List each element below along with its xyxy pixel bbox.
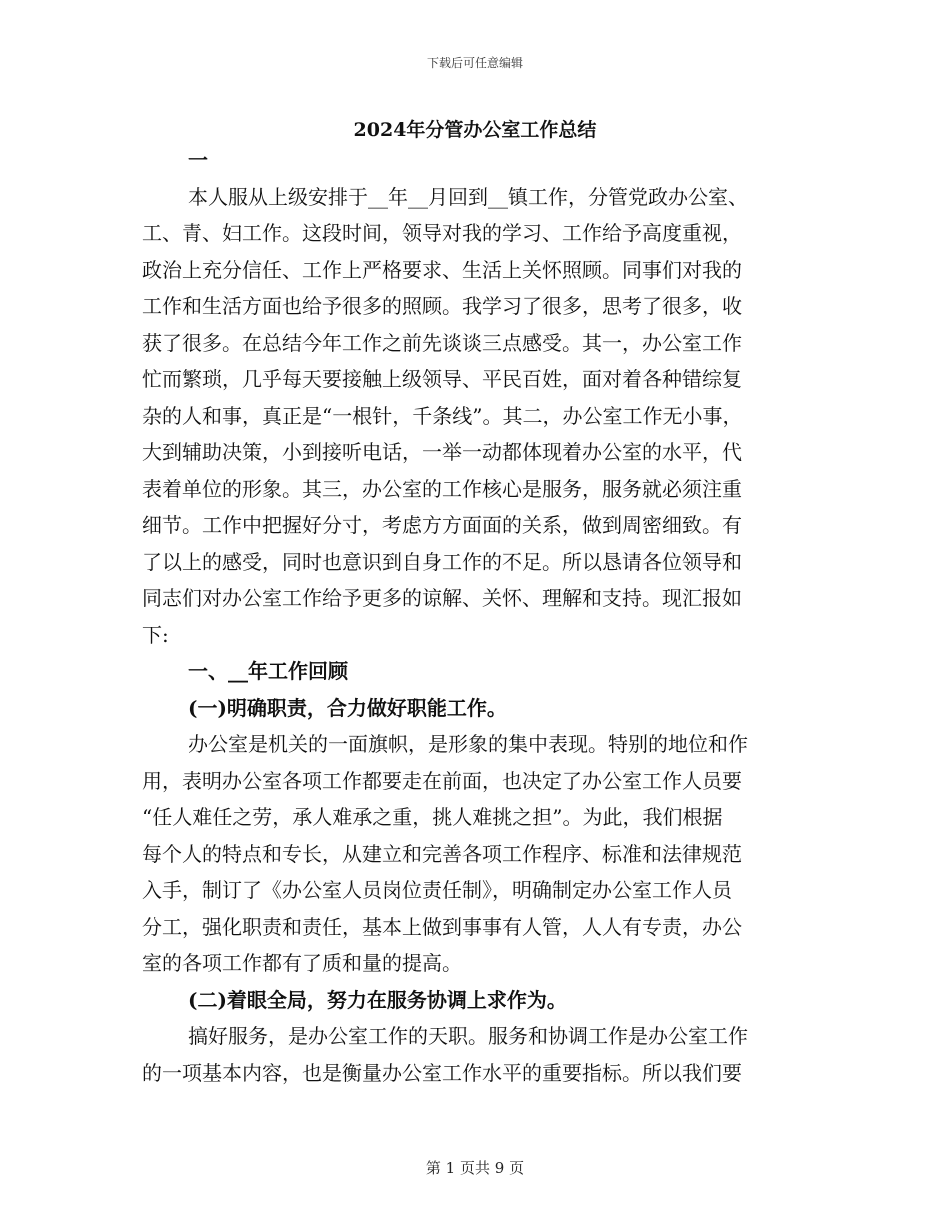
- paragraph-line: 工作和生活方面也给予很多的照顾。我学习了很多，思考了很多，收: [142, 294, 742, 318]
- section-heading-line: 一: [188, 148, 208, 172]
- paragraph-line: 同志们对办公室工作给予更多的谅解、关怀、理解和支持。现汇报如: [142, 586, 742, 610]
- paragraph-line: 用，表明办公室各项工作都要走在前面，也决定了办公室工作人员要: [142, 768, 742, 793]
- section-heading-line: (一)明确职责，合力做好职能工作。: [188, 695, 507, 720]
- paragraph-line: 下:: [142, 622, 169, 647]
- paragraph-line: 获了很多。在总结今年工作之前先谈谈三点感受。其一，办公室工作: [142, 330, 742, 355]
- paragraph-line: 搞好服务，是办公室工作的天职。服务和协调工作是办公室工作: [188, 1024, 748, 1048]
- page-footer: 第 1 页共 9 页: [425, 1159, 525, 1177]
- paragraph-line: 工、青、妇工作。这段时间，领导对我的学习、工作给予高度重视，: [142, 221, 742, 245]
- paragraph-line: 室的各项工作都有了质和量的提高。: [142, 951, 462, 975]
- document-title: 2024年分管办公室工作总结: [353, 119, 597, 141]
- paragraph-line: 分工，强化职责和责任，基本上做到事事有人管，人人有专责，办公: [142, 914, 742, 939]
- section-heading-line: (二)着眼全局，努力在服务协调上求作为。: [188, 987, 567, 1012]
- paragraph-line: 大到辅助决策，小到接听电话，一举一动都体现着办公室的水平，代: [142, 440, 742, 464]
- document-body: [142, 142, 806, 1091]
- paragraph-line: 政治上充分信任、工作上严格要求、生活上关怀照顾。同事们对我的: [142, 257, 742, 282]
- paragraph-line: 入手，制订了《办公室人员岗位责任制》，明确制定办公室工作人员: [142, 878, 732, 902]
- paragraph-line: 忙而繁琐，几乎每天要接触上级领导、平民百姓，面对着各种错综复: [142, 367, 742, 391]
- header-note: 下载后可任意编辑: [426, 56, 523, 70]
- paragraph-line: 杂的人和事，真正是“一根针，千条线”。其二，办公室工作无小事，: [142, 403, 743, 428]
- paragraph-line: 细节。工作中把握好分寸，考虑方方面面的关系，做到周密细致。有: [142, 513, 742, 537]
- section-heading-line: 一、__年工作回顾: [188, 659, 348, 683]
- paragraph-line: 了以上的感受，同时也意识到自身工作的不足。所以恳请各位领导和: [142, 549, 742, 574]
- paragraph-line: 本人服从上级安排于__年__月回到__镇工作，分管党政办公室、: [188, 184, 748, 209]
- paragraph-line: 的一项基本内容，也是衡量办公室工作水平的重要指标。所以我们要: [142, 1060, 742, 1085]
- paragraph-line: 表着单位的形象。其三，办公室的工作核心是服务，服务就必须注重: [142, 476, 742, 501]
- paragraph-line: 办公室是机关的一面旗帜，是形象的集中表现。特别的地位和作: [188, 732, 748, 756]
- paragraph-line: “任人难任之劳，承人难承之重，挑人难挑之担”。为此，我们根据: [142, 805, 723, 829]
- paragraph-line: 每个人的特点和专长，从建立和完善各项工作程序、标准和法律规范: [142, 841, 742, 866]
